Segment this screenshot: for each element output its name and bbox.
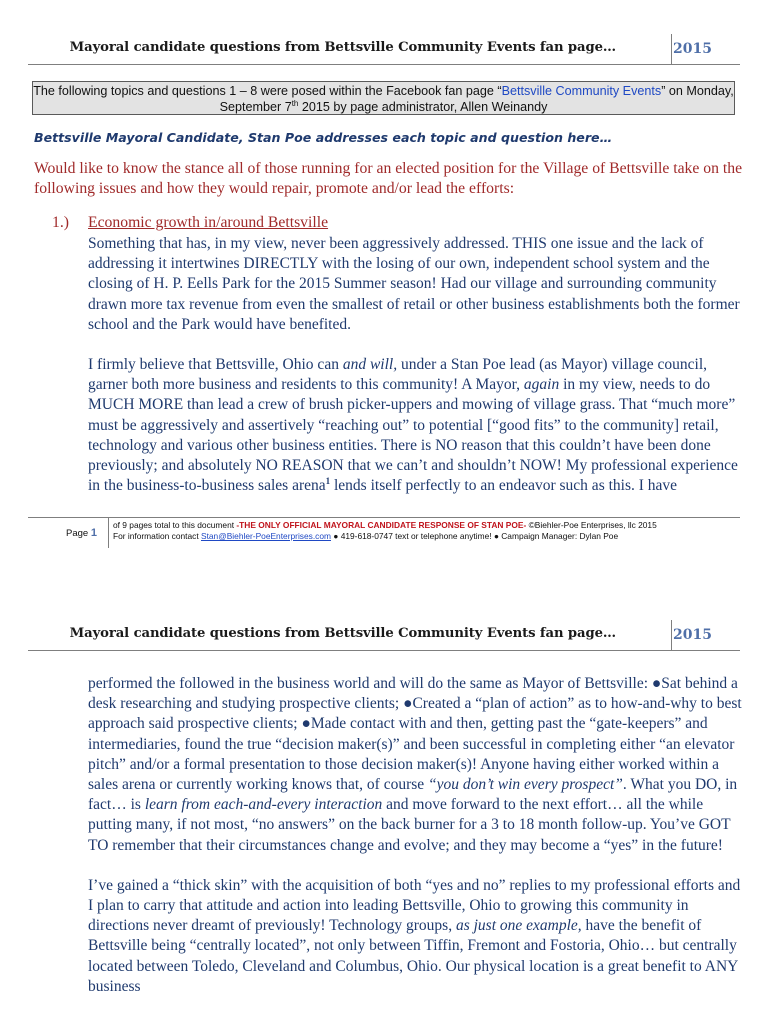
footer-divider <box>108 518 109 548</box>
header-title: Mayoral candidate questions from Bettsville Community Events fan page… <box>69 40 616 55</box>
text-run: I firmly believe that Bettsville, Ohio can <box>88 356 343 374</box>
header-title: Mayoral candidate questions from Bettsville Community Events fan page… <box>69 626 616 641</box>
page-footer <box>28 517 740 548</box>
item-number: 1.) <box>52 214 69 231</box>
page-header <box>28 34 740 65</box>
footer-line-1 <box>113 520 657 531</box>
document-page-2 <box>0 620 768 1024</box>
item-title: Economic growth in/around Bettsville <box>88 214 329 231</box>
body-paragraph-2 <box>88 355 743 496</box>
header-year: 2015 <box>673 627 712 643</box>
text-run: For information contact <box>113 531 201 541</box>
text-run: under a Stan Poe lead (as Mayor) village council, garner both more business and residents to this community! A Mayor, <box>88 356 707 394</box>
text-run: I’ve gained a “thick skin” with the acquisition of both “yes and no” replies to my professional efforts and I plan to carry that attitude and action into leading Bettsville, Ohio to growing this community in directions never dreamt of previously! Technology groups, <box>88 876 741 935</box>
footnote-marker: 1 <box>325 476 331 487</box>
body-paragraph-3 <box>88 674 743 856</box>
page-num: 1 <box>90 527 97 539</box>
page-header <box>28 620 740 651</box>
intro-question: Would like to know the stance all of those running for an elected position for the Village of Bettsville take on the following issues and how they would repair, promote and/or lead the efforts: <box>34 160 743 197</box>
notice-text-3: 2015 by page administrator, Allen Weinandy <box>298 100 548 114</box>
item-body <box>88 234 743 496</box>
text-run: ©Biehler-Poe Enterprises, llc 2015 <box>526 520 657 530</box>
text-run: performed the followed in the business world and will do the same as Mayor of Bettsville: ●Sat behind a desk researching and studying prospective clients; ●Created a “plan of action” as to how-and-why to best approach said prospective clients; ●Made contact with and then, getting past the “gate-keepers” and intermediaries, found the true “decision maker(s)” and been successful in completing either “an elevator pitch” and/or a formal presentation to those decision maker(s)! Anyone having either worked within a sales arena or currently working knows that, of course <box>88 675 742 794</box>
header-year: 2015 <box>673 41 712 57</box>
notice-box <box>32 81 735 115</box>
body-paragraph-4 <box>88 876 743 997</box>
text-run: ● 419-618-0747 text or telephone anytime! ● Campaign Manager: Dylan Poe <box>330 531 619 541</box>
footer-line-2 <box>113 531 657 542</box>
text-run: of 9 pages total to this document <box>113 520 237 530</box>
emphasis-text: as just one example, <box>455 917 582 935</box>
official-notice: -THE ONLY OFFICIAL MAYORAL CANDIDATE RESPONSE OF STAN POE- <box>236 520 527 530</box>
text-run: in my view, needs to do MUCH MORE than lead a crew of brush picker-uppers and mowing of village grass. That “much more” must be aggressively and assertively “reaching out” to potential [“good fits” to the community] retail, technology and various other business entities. There is NO reason that this couldn’t have been done previously; and absolutely NO REASON that we can’t and shouldn’t NOW! My professional experience in the business-to-business sales arena <box>88 376 738 495</box>
fan-page-link[interactable]: Bettsville Community Events <box>501 84 662 98</box>
text-run: . What you DO, in fact… is <box>88 776 738 814</box>
emphasis-text: learn from each-and-every interaction <box>144 796 383 814</box>
header-divider <box>671 620 672 650</box>
page-gap <box>0 560 768 620</box>
emphasis-text: again <box>523 376 560 394</box>
notice-sup: th <box>291 98 299 108</box>
candidate-subheading: Bettsville Mayoral Candidate, Stan Poe addresses each topic and question here… <box>34 130 613 145</box>
email-link[interactable]: Stan@Biehler-PoeEnterprises.com <box>200 531 331 541</box>
page-number <box>66 527 97 539</box>
text-run: lends itself perfectly to an endeavor such as this. I have <box>330 477 678 495</box>
page-label: Page <box>66 528 89 539</box>
header-divider <box>671 34 672 64</box>
footer-text <box>113 520 657 542</box>
emphasis-text: “you don’t win every prospect” <box>428 776 623 794</box>
text-run: and move forward to the next effort… all the while putting many, if not most, “no answers” on the back burner for a 3 to 18 month follow-up. You’ve GOT TO remember that their circumstances change and evolve; and they may become a “yes” in the future! <box>88 796 731 854</box>
text-run: have the benefit of Bettsville being “centrally located”, not only between Tiffin, Fremont and Fostoria, Ohio… but centrally located between Toledo, Cleveland and Columbus, Ohio. Our physical location is a great benefit to ANY business <box>88 917 738 995</box>
notice-text-1: The following topics and questions 1 – 8 were posed within the Facebook fan page “ <box>33 84 502 98</box>
notice-text-2: ” on Monday, September 7 <box>219 84 734 114</box>
body-paragraph-1: Something that has, in my view, never been aggressively addressed. THIS one issue and the lack of addressing it intertwines DIRECTLY with the losing of our own, independent school system and the closing of H. P. Eells Park for the 2015 Summer season! Had our village and surrounding community drawn more tax revenue from even the smallest of retail or other business establishments both the former school and the Park would have benefited. <box>88 235 740 333</box>
item-body-continued <box>88 674 743 997</box>
emphasis-text: and will, <box>342 356 398 374</box>
